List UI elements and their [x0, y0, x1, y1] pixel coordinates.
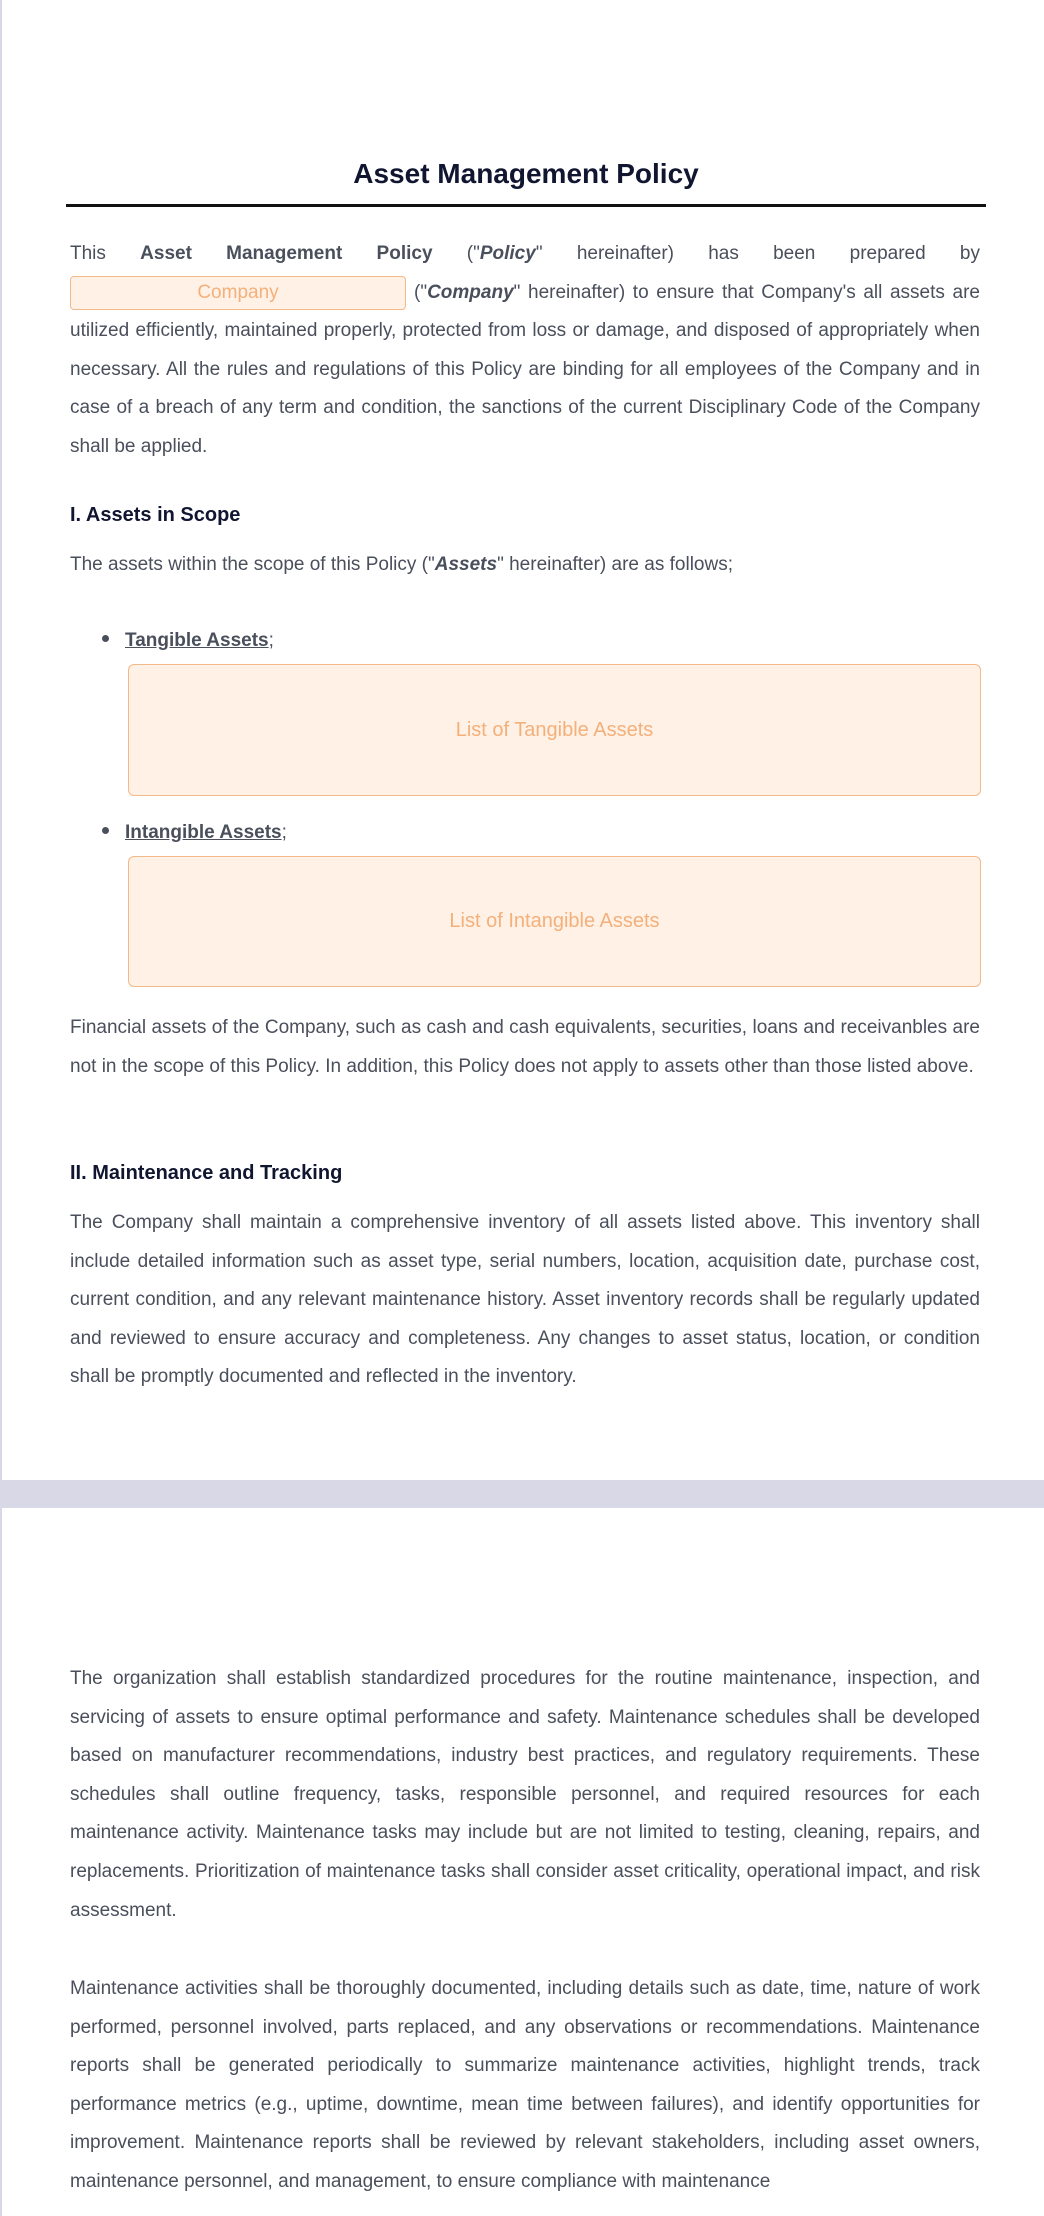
document-page-1 [2, 0, 1044, 1480]
section-2-paragraph-3: Maintenance activities shall be thoroughly documented, including details such as date, time, nature of work performed, personnel involved, parts replaced, and any observations or recommendations. Maintenance reports shall be generated periodically to summarize maintenance activities, highlight trends, track performance metrics (e.g., uptime, downtime, mean time between failures), and identify opportunities for improvement. Maintenance reports shall be reviewed by relevant stakeholders, including asset owners, maintenance personnel, and management, to ensure compliance with maintenance [70, 1978, 980, 2192]
document-page-2 [2, 1508, 1044, 2216]
section-2-heading: II. Maintenance and Tracking [70, 1162, 343, 1184]
section-1-heading: I. Assets in Scope [70, 504, 241, 526]
company-name-field[interactable]: Company [70, 276, 406, 310]
section-2-paragraph-1: The Company shall maintain a comprehensive inventory of all assets listed above. This inventory shall include detailed information such as asset type, serial numbers, location, acquisition date, purchase cost, current condition, and any relevant maintenance history. Asset inventory records shall be regularly updated and reviewed to ensure accuracy and completeness. Any changes to asset status, location, or condition shall be promptly documented and reflected in the inventory. [70, 1212, 980, 1388]
intangible-assets-item: Intangible Assets; [102, 822, 287, 844]
intro-paragraph: This Asset Management Policy ("Policy" hereinafter) has been prepared by Company ("Company" hereinafter) to ensure that Company's all assets are utilized efficiently, maintained properly, protected from loss or damage, and disposed of appropriately when necessary. All the rules and regulations of this Policy are binding for all employees of the Company and in case of a breach of any term and condition, the sanctions of the current Disciplinary Code of the Company shall be applied. [70, 243, 980, 457]
tangible-assets-field[interactable]: List of Tangible Assets [128, 664, 981, 796]
document-title: Asset Management Policy [353, 158, 699, 189]
title-divider [66, 204, 986, 207]
section-1-scope-note: Financial assets of the Company, such as cash and cash equivalents, securities, loans and receivanbles are not in the scope of this Policy. In addition, this Policy does not apply to assets other than those listed above. [70, 1017, 980, 1077]
intangible-assets-field[interactable]: List of Intangible Assets [128, 856, 981, 987]
section-1-intro: The assets within the scope of this Policy ("Assets" hereinafter) are as follows; [70, 554, 733, 575]
section-2-paragraph-2: The organization shall establish standardized procedures for the routine maintenance, inspection, and servicing of assets to ensure optimal performance and safety. Maintenance schedules shall be developed based on manufacturer recommendations, industry best practices, and regulatory requirements. These schedules shall outline frequency, tasks, responsible personnel, and required resources for each maintenance activity. Maintenance tasks may include but are not limited to testing, cleaning, repairs, and replacements. Prioritization of maintenance tasks shall consider asset criticality, operational impact, and risk assessment. [70, 1668, 980, 1921]
tangible-assets-item: Tangible Assets; [102, 630, 274, 652]
bullet-icon [102, 635, 109, 642]
bullet-icon [102, 827, 109, 834]
